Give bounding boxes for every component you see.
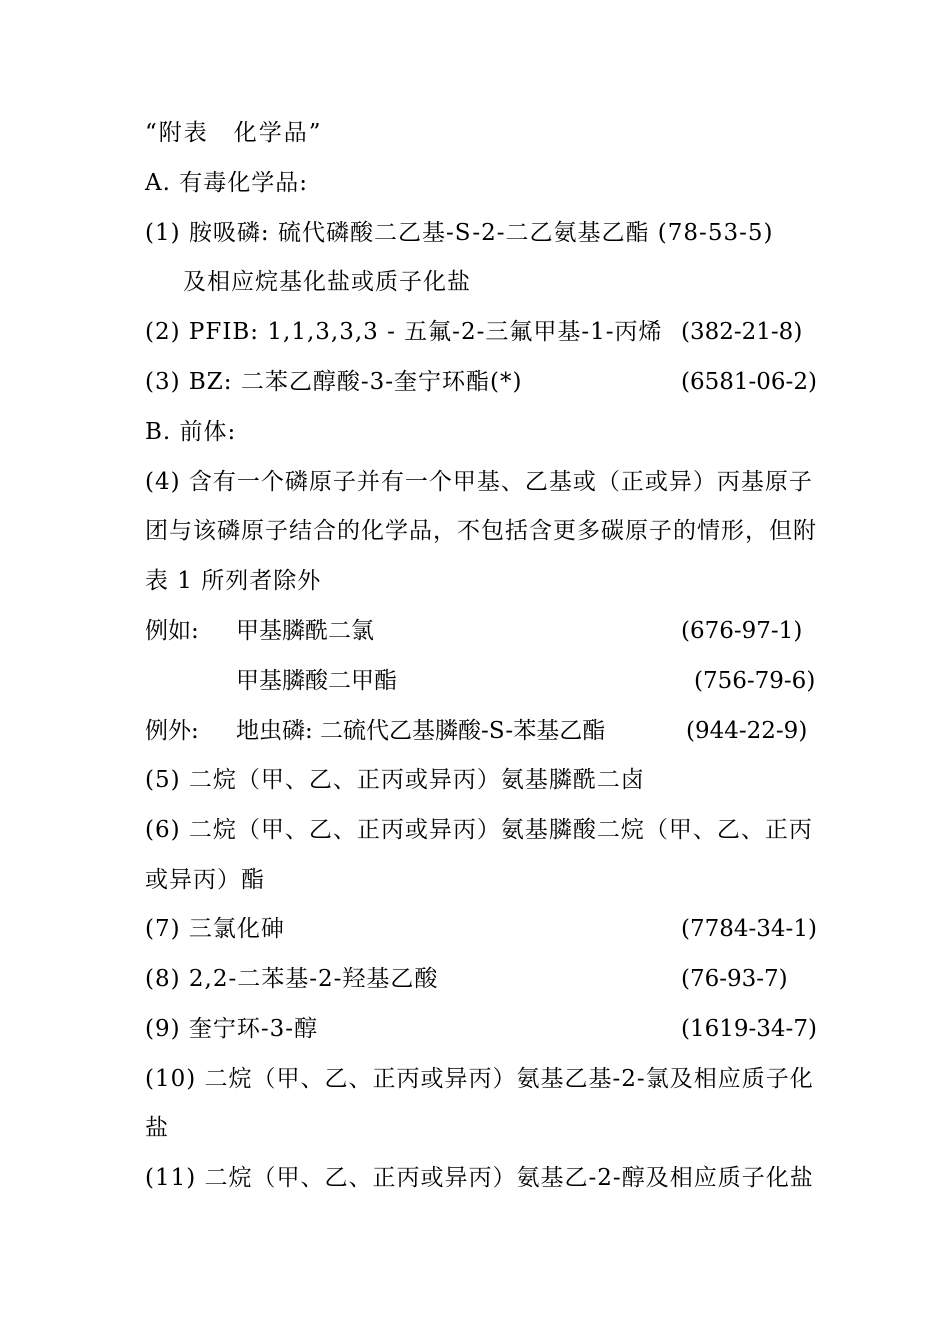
example-2-cas: (756-79-6) — [694, 668, 816, 694]
example-1-text: 甲基膦酰二氯 — [236, 618, 374, 644]
item-11: (11) 二烷（甲、乙、正丙或异丙）氨基乙-2-醇及相应质子化盐 — [145, 1165, 814, 1191]
item-7-cas: (7784-34-1) — [681, 916, 817, 942]
item-3-text: (3) BZ: 二苯乙醇酸-3-奎宁环酯(*) — [145, 369, 523, 395]
item-10-line-1: (10) 二烷（甲、乙、正丙或异丙）氨基乙基-2-氯及相应质子化 — [145, 1066, 814, 1092]
item-8-cas: (76-93-7) — [681, 966, 788, 992]
item-8-text: (8) 2,2-二苯基-2-羟基乙酸 — [145, 966, 439, 992]
page-title: “附表 化学品” — [145, 120, 323, 146]
item-5: (5) 二烷（甲、乙、正丙或异丙）氨基膦酰二卤 — [145, 767, 645, 793]
item-9-text: (9) 奎宁环-3-醇 — [145, 1016, 319, 1042]
item-4-line-2: 团与该磷原子结合的化学品，不包括含更多碳原子的情形，但附 — [145, 518, 817, 544]
exception-cas: (944-22-9) — [686, 718, 808, 744]
item-7-text: (7) 三氯化砷 — [145, 916, 285, 942]
example-label: 例如: — [145, 618, 199, 644]
item-1-line-2: 及相应烷基化盐或质子化盐 — [183, 269, 471, 295]
item-2-text: (2) PFIB: 1,1,3,3,3 - 五氟-2-三氟甲基-1-丙烯 — [145, 319, 663, 345]
item-3-cas: (6581-06-2) — [681, 369, 817, 395]
exception-label: 例外: — [145, 718, 199, 744]
section-a-heading: A. 有毒化学品: — [145, 170, 308, 196]
item-6-line-2: 或异丙）酯 — [145, 867, 265, 893]
item-10-line-2: 盐 — [145, 1115, 169, 1141]
example-2-text: 甲基膦酸二甲酯 — [236, 668, 397, 694]
item-9-cas: (1619-34-7) — [681, 1016, 817, 1042]
item-4-line-1: (4) 含有一个磷原子并有一个甲基、乙基或（正或异）丙基原子 — [145, 469, 813, 495]
item-1-line-1: (1) 胺吸磷: 硫代磷酸二乙基-S-2-二乙氨基乙酯 (78-53-5) — [145, 220, 774, 246]
item-6-line-1: (6) 二烷（甲、乙、正丙或异丙）氨基膦酸二烷（甲、乙、正丙 — [145, 817, 813, 843]
item-4-line-3: 表 1 所列者除外 — [145, 568, 322, 594]
item-2-cas: (382-21-8) — [681, 319, 803, 345]
exception-text: 地虫磷: 二硫代乙基膦酸-S-苯基乙酯 — [236, 718, 606, 744]
section-b-heading: B. 前体: — [145, 419, 237, 445]
example-1-cas: (676-97-1) — [681, 618, 803, 644]
